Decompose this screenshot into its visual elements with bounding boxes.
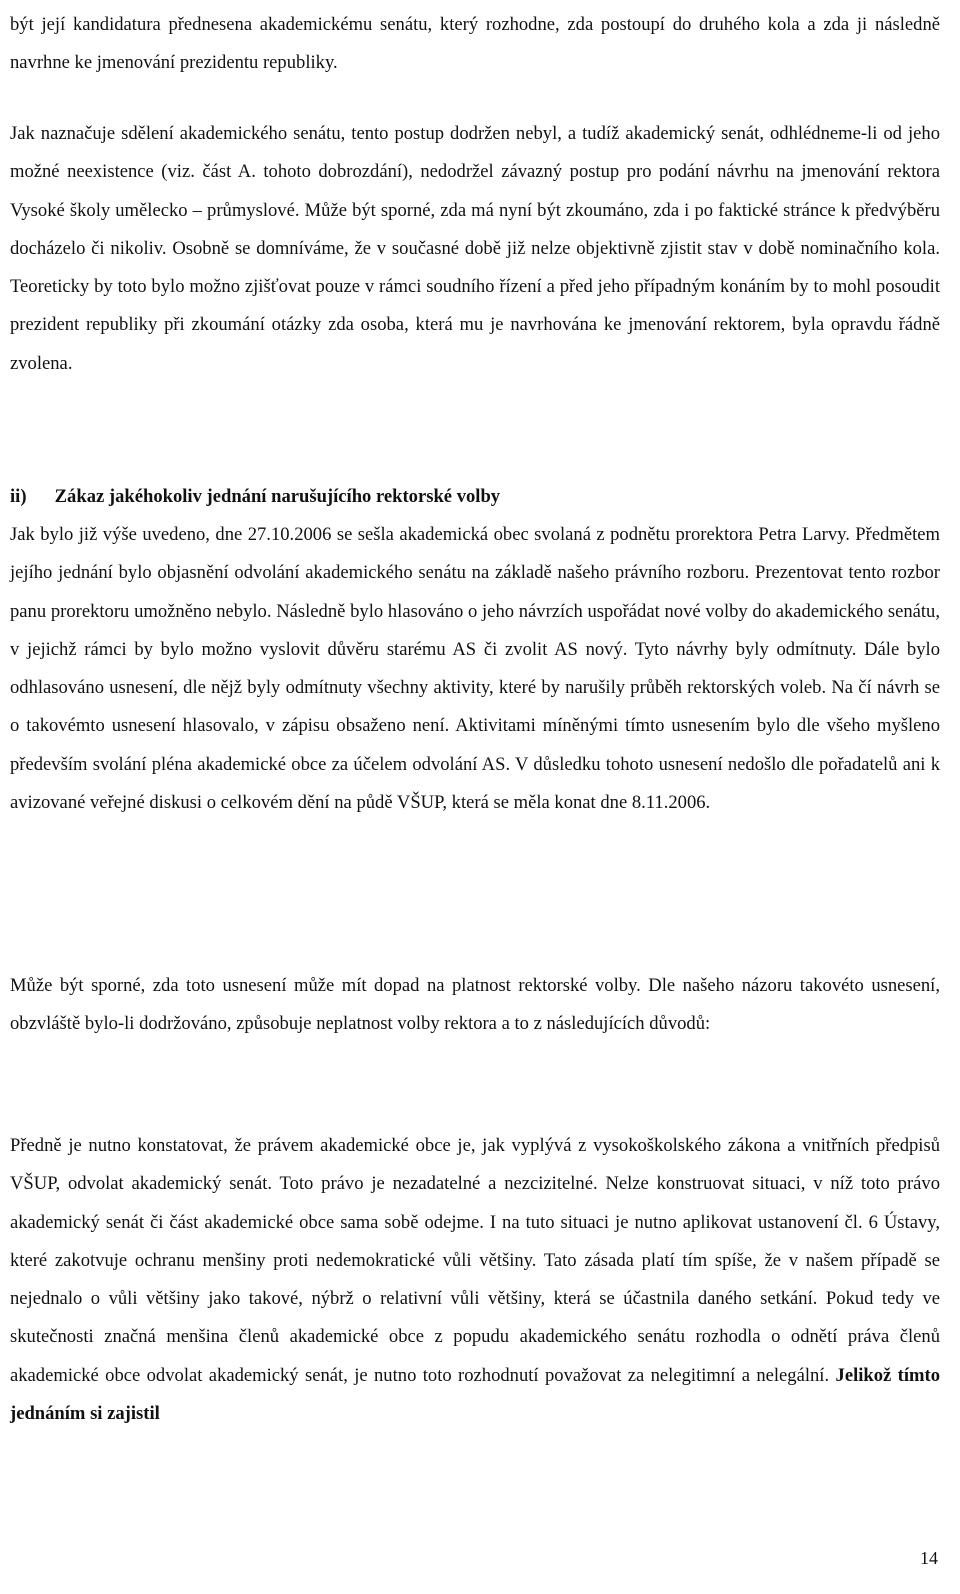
- paragraph-academic-assembly-text: Jak bylo již výše uvedeno, dne 27.10.2006 se sešla akademická obec svolaná z podnětu prorektora Petra Larvy. Předmětem jejího jednání bylo objasnění odvolání akademického senátu na základě našeho právního rozboru. Prezentovat tento rozbor panu prorektoru umožněno nebylo. Následně bylo hlasováno o jeho návrzích uspořádat nové volby do akademického senátu, v jejichž rámci by bylo možno vyslovit důvěru starému AS či zvolit AS nový. Tyto návrhy byly odmítnuty. Dále bylo odhlasováno usnesení, dle nějž byly odmítnuty všechny aktivity, které by narušily průběh rektorských voleb. Na čí návrh se o takovémto usnesení hlasovalo, v zápisu obsaženo není. Aktivitami míněnými tímto usnesením bylo dle všeho myšleno především svolání pléna akademické obce za účelem odvolání AS. V důsledku tohoto usnesení nedošlo dle pořadatelů ani k avizované veřejné diskusi o celkovém dění na půdě VŠUP, která se měla konat dne 8.11.2006.: [10, 524, 940, 814]
- paragraph-resolution-validity: [10, 967, 940, 1044]
- paragraph-resolution-validity-text: Může být sporné, zda toto usnesení může mít dopad na platnost rektorské volby. Dle našeho názoru takovéto usnesení, obzvláště bylo-li dodržováno, způsobuje neplatnost volby rektora a to z následujících důvodů:: [10, 975, 940, 1035]
- paragraph-intro: [10, 6, 940, 83]
- paragraph-intro-text: být její kandidatura přednesena akademickému senátu, který rozhodne, zda postoupí do druhého kola a zda ji následně navrhne ke jmenování prezidentu republiky.: [10, 14, 940, 74]
- section-heading-title: Zákaz jakéhokoliv jednání narušujícího rektorské volby: [54, 486, 501, 507]
- page-number: 14: [920, 1548, 938, 1568]
- section-heading: [10, 478, 940, 516]
- paragraph-minority-rights: [10, 1127, 940, 1433]
- section-heading-number: ii): [10, 486, 27, 507]
- paragraph-minority-rights-bold-tail: Jelikož tímto jednáním si zajistil: [10, 1364, 940, 1425]
- paragraph-minority-rights-text: Předně je nutno konstatovat, že právem akademické obce je, jak vyplývá z vysokoškolského zákona a vnitřních předpisů VŠUP, odvolat akademický senát. Toto právo je nezadatelné a nezcizitelné. Nelze konstruovat situaci, v níž toto právo akademický senát či část akademické obce sama sobě odejme. I na tuto situaci je nutno aplikovat ustanovení čl. 6 Ústavy, které zakotvuje ochranu menšiny proti nedemokratické vůli většiny. Tato zásada platí tím spíše, že v našem případě se nejednalo o vůli většiny jako takové, nýbrž o relativní vůli většiny, která se účastnila daného setkání. Pokud tedy ve skutečnosti značná menšina členů akademické obce z popudu akademického senátu rozhodla o odnětí práva členů akademické obce odvolat akademický senát, je nutno toto rozhodnutí považovat za nelegitimní a nelegální.: [10, 1135, 940, 1386]
- paragraph-academic-assembly: [10, 516, 940, 822]
- paragraph-senate-procedure: [10, 115, 940, 383]
- paragraph-senate-procedure-text: Jak naznačuje sdělení akademického senátu, tento postup dodržen nebyl, a tudíž akademický senát, odhlédneme-li od jeho možné neexistence (viz. část A. tohoto dobrozdání), nedodržel závazný postup pro podání návrhu na jmenování rektora Vysoké školy umělecko – průmyslové. Může být sporné, zda má nyní být zkoumáno, zda i po faktické stránce k předvýběru docházelo či nikoliv. Osobně se domníváme, že v současné době již nelze objektivně zjistit stav v době nominačního kola. Teoreticky by toto bylo možno zjišťovat pouze v rámci soudního řízení a před jeho případným konáním by to mohl posoudit prezident republiky při zkoumání otázky zda osoba, která mu je navrhována ke jmenování rektorem, byla opravdu řádně zvolena.: [10, 123, 940, 374]
